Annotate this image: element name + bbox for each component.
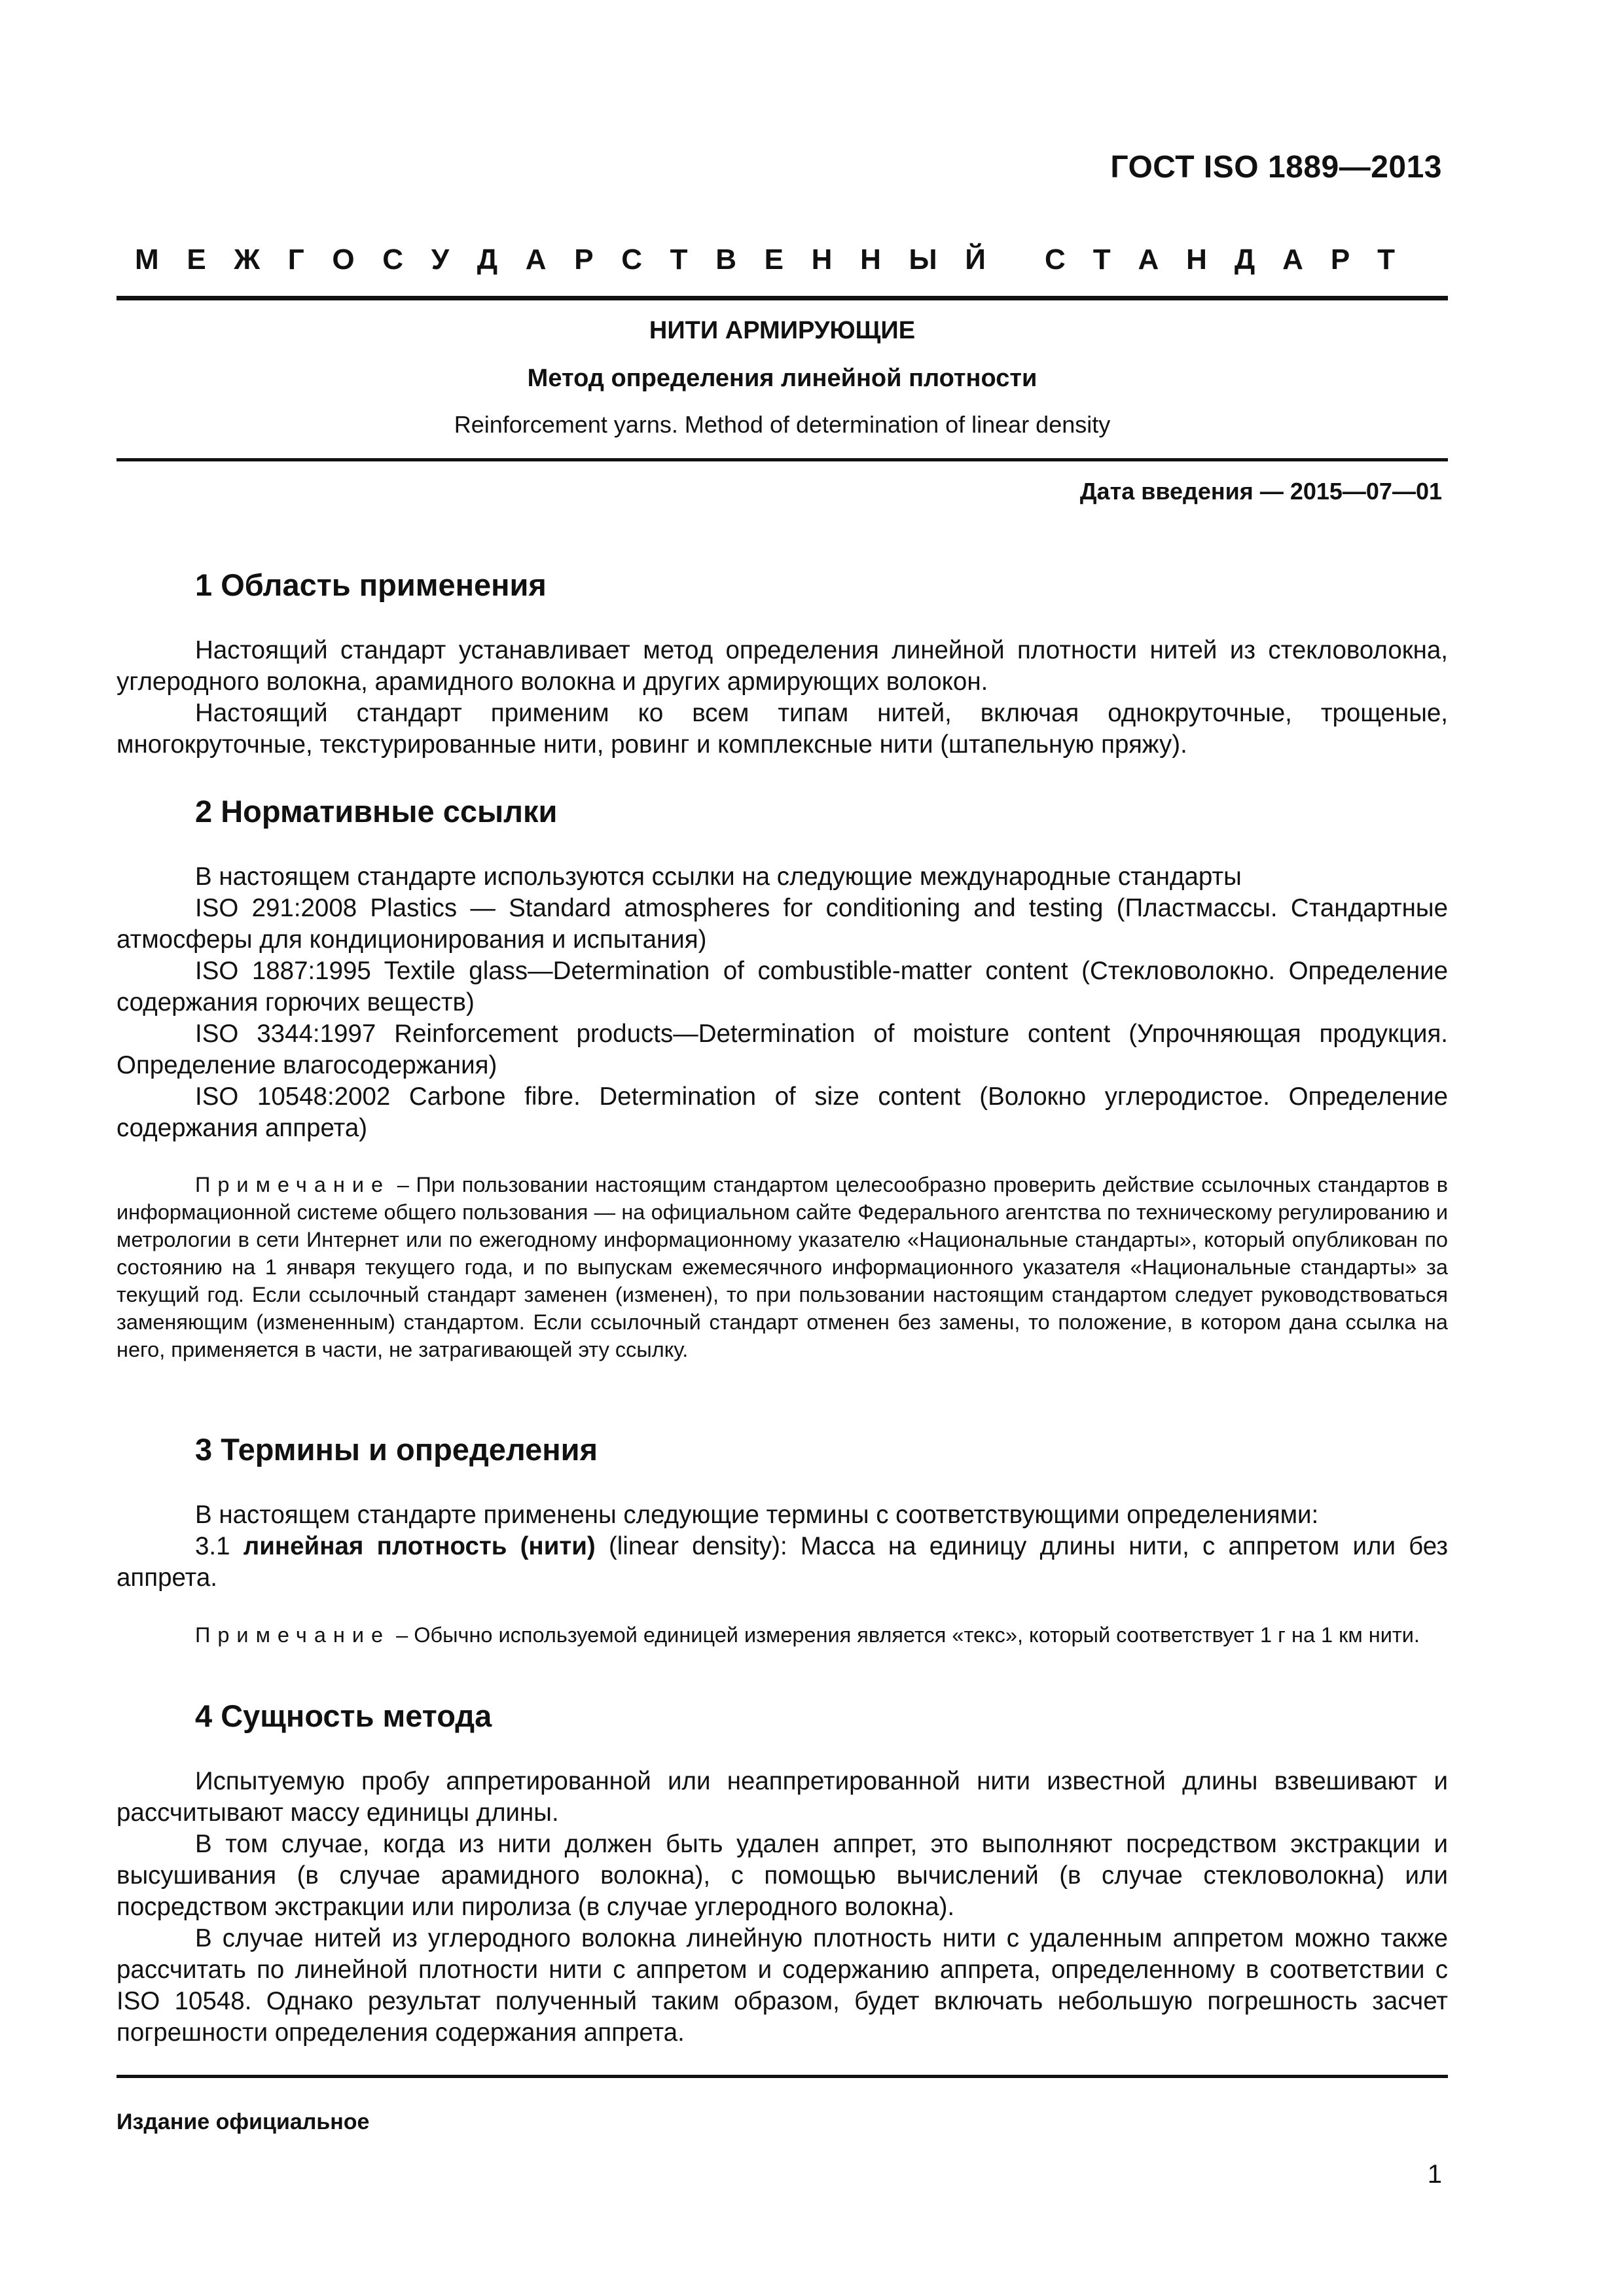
document-code: ГОСТ ISO 1889—2013 (1110, 150, 1442, 185)
heading-letter: А (525, 243, 547, 276)
footer-divider (117, 2075, 1448, 2078)
heading-letter: Н (860, 243, 881, 276)
section-4-paragraph-2: В том случае, когда из нити должен быть удален аппрет, это выполняют посредством экстракции и высушивания (в случае арамидного волокна), с помощью вычислений (в случае стекловолокна) или посредством экстракции или пиролиза (в случае углеродного волокна). (117, 1830, 1448, 1921)
heading-letter: Р (1330, 243, 1350, 276)
section-2-heading: 2 Нормативные ссылки (195, 794, 558, 829)
standard-type-word-2 (1045, 243, 1395, 276)
heading-letter: О (332, 243, 355, 276)
section-2-note (117, 1171, 1448, 1363)
heading-letter: Н (811, 243, 833, 276)
reference-iso-10548: ISO 10548:2002 Carbone fibre. Determination of size content (Волокно углеродистое. Определение содержания аппрета) (117, 1083, 1448, 1142)
heading-letter: Т (670, 243, 688, 276)
section-3-heading: 3 Термины и определения (195, 1432, 598, 1467)
heading-letter: Й (965, 243, 986, 276)
heading-letter: Н (1186, 243, 1207, 276)
heading-letter: Ж (234, 243, 261, 276)
heading-letter: Е (187, 243, 206, 276)
section-3-intro: В настоящем стандарте применены следующие термины с соответствующими определениями: (195, 1501, 1319, 1529)
heading-letter: С (382, 243, 404, 276)
standard-type-word-1 (135, 243, 986, 276)
english-title: Reinforcement yarns. Method of determination of linear density (454, 411, 1111, 438)
heading-letter: М (135, 243, 159, 276)
section-1-paragraph-2: Настоящий стандарт применим ко всем типам нитей, включая однокруточные, трощеные, многокруточные, текстурированные нити, ровинг и комплексные нити (штапельную пряжу). (117, 699, 1448, 759)
term-number: 3.1 (195, 1532, 230, 1560)
section-3-note (117, 1621, 1448, 1649)
section-2-intro: В настоящем стандарте используются ссылки на следующие международные стандарты (195, 863, 1242, 891)
section-4-paragraph-3: В случае нитей из углеродного волокна линейную плотность нити с удаленным аппретом можно также рассчитать по линейной плотности нити с аппретом и содержанию аппрета, определенному в соответствии с ISO 10548. Однако результат полученный таким образом, будет включать небольшую погрешность засчет погрешности определения содержания аппрета. (117, 1924, 1448, 2047)
document-subtitle: Метод определения линейной плотности (527, 365, 1038, 392)
section-4-heading: 4 Сущность метода (195, 1698, 492, 1733)
heading-letter: Т (1377, 243, 1395, 276)
official-edition-label: Издание официальное (117, 2109, 370, 2134)
note-text: – При пользовании настоящим стандартом целесообразно проверить действие ссылочных стандартов в информационной системе общего пользования — на официальном сайте Федерального агентства по техническому регулированию и метрологии в сети Интернет или по ежегодному информационному указателю «Национальные стандарты», который опубликован по состоянию на 1 января текущего года, и по выпускам ежемесячного информационного указателя «Национальные стандарты» за текущий год. Если ссылочный стандарт заменен (изменен), то при пользовании настоящим стандартом следует руководствоваться заменяющим (измененным) стандартом. Если ссылочный стандарт отменен без замены, то положение, в котором дана ссылка на него, применяется в части, не затрагивающей эту ссылку. (117, 1173, 1448, 1361)
standard-type-heading (135, 243, 1395, 276)
term-name: линейная плотность (нити) (243, 1532, 596, 1560)
heading-letter: Г (287, 243, 304, 276)
page-number: 1 (1427, 2160, 1442, 2189)
term-definition-text: (linear density): Масса на единицу длины нити, с аппретом или без аппрета. (117, 1532, 1449, 1592)
note-text: – Обычно используемой единицей измерения является «текс», который соответствует 1 г на 1 км нити. (396, 1623, 1420, 1647)
heading-letter: Р (574, 243, 594, 276)
document-title: НИТИ АРМИРУЮЩИЕ (649, 317, 916, 344)
heading-letter: Д (477, 243, 498, 276)
reference-iso-291: ISO 291:2008 Plastics — Standard atmospheres for conditioning and testing (Пластмассы. Стандартные атмосферы для кондиционирования и испытания) (117, 894, 1448, 954)
heading-letter: В (715, 243, 736, 276)
intro-date-label: Дата введения (1079, 478, 1254, 505)
term-definition (117, 1531, 1448, 1594)
title-divider (117, 458, 1448, 461)
intro-date (1080, 478, 1442, 505)
section-1-paragraph-1: Настоящий стандарт устанавливает метод определения линейной плотности нитей из стекловолокна, углеродного волокна, арамидного волокна и других армирующих волокон. (117, 636, 1448, 696)
heading-letter: Т (1092, 243, 1111, 276)
section-4-paragraph-1: Испытуемую пробу аппретированной или неаппретированной нити известной длины взвешивают и рассчитывают массу единицы длины. (117, 1767, 1448, 1827)
heading-letter: Е (764, 243, 784, 276)
section-1-heading: 1 Область применения (195, 567, 547, 602)
reference-iso-1887: ISO 1887:1995 Textile glass—Determination of combustible-matter content (Стекловолокно. Определение содержания горючих веществ) (117, 957, 1448, 1016)
header-divider-thick (117, 296, 1448, 300)
note-label: Примечание (195, 1623, 391, 1647)
heading-letter: Ы (909, 243, 937, 276)
heading-letter: А (1138, 243, 1159, 276)
note-label: Примечание (195, 1173, 391, 1196)
heading-letter: А (1282, 243, 1303, 276)
heading-letter: С (1045, 243, 1066, 276)
heading-letter: Д (1234, 243, 1255, 276)
heading-letter: У (431, 243, 450, 276)
heading-letter: С (621, 243, 642, 276)
intro-date-value: — 2015—07—01 (1259, 478, 1442, 505)
reference-iso-3344: ISO 3344:1997 Reinforcement products—Determination of moisture content (Упрочняющая продукция. Определение влагосодержания) (117, 1020, 1448, 1079)
